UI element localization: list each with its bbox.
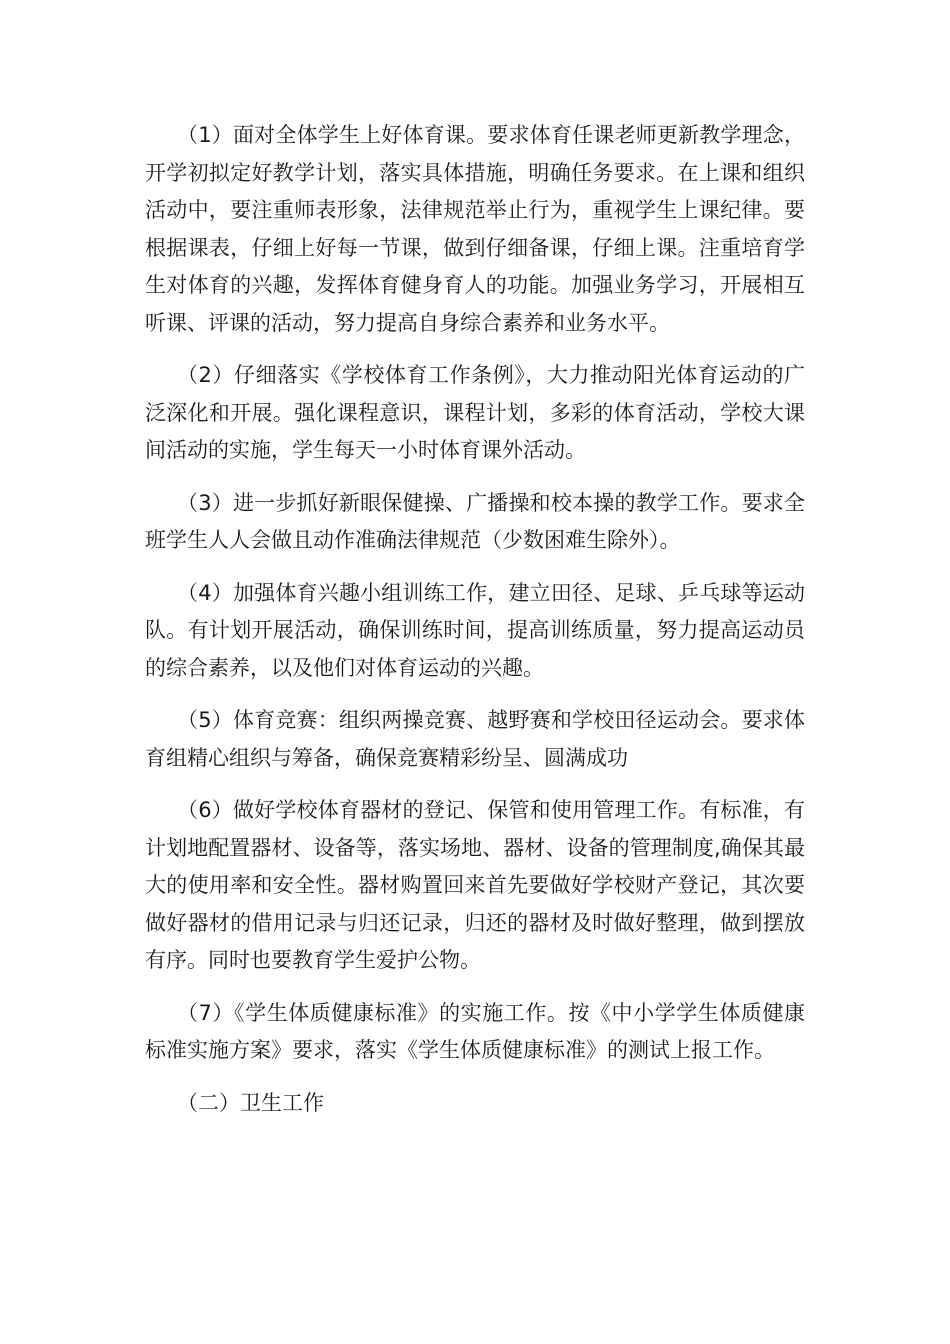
paragraph-3: （3）进一步抓好新眼保健操、广播操和校本操的教学工作。要求全班学生人人会做且动作准确法律规范（少数困难生除外）。 [145, 490, 805, 552]
paragraph-2: （2）仔细落实《学校体育工作条例》，大力推动阳光体育运动的广泛深化和开展。强化课程意识，课程计划，多彩的体育活动，学校大课间活动的实施，学生每天一小时体育课外活动。 [145, 363, 805, 462]
paragraph-6: （6）做好学校体育器材的登记、保管和使用管理工作。有标准，有计划地配置器材、设备等，落实场地、器材、设备的管理制度,确保其最大的使用率和安全性。器材购置回来首先要做好学校财产登记，其次要做好器材的借用记录与归还记录，归还的器材及时做好整理，做到摆放有序。同时也要教育学生爱护公物。 [145, 798, 805, 972]
paragraph-1: （1）面对全体学生上好体育课。要求体育任课老师更新教学理念，开学初拟定好教学计划，落实具体措施，明确任务要求。在上课和组织活动中，要注重师表形象，法律规范举止行为，重视学生上课纪律。要根据课表，仔细上好每一节课，做到仔细备课，仔细上课。注重培育学生对体育的兴趣，发挥体育健身育人的功能。加强业务学习，开展相互听课、评课的活动，努力提高自身综合素养和业务水平。 [145, 123, 805, 335]
section-heading: （二）卫生工作 [177, 1090, 324, 1115]
paragraph-5: （5）体育竞赛：组织两操竞赛、越野赛和学校田径运动会。要求体育组精心组织与筹备，确保竞赛精彩纷呈、圆满成功 [145, 708, 805, 770]
paragraph-7: （7）《学生体质健康标准》的实施工作。按《中小学学生体质健康标准实施方案》要求，落实《学生体质健康标准》的测试上报工作。 [145, 1000, 805, 1062]
document-body [145, 117, 805, 1137]
paragraph-4: （4）加强体育兴趣小组训练工作，建立田径、足球、乒乓球等运动队。有计划开展活动，确保训练时间，提高训练质量，努力提高运动员的综合素养，以及他们对体育运动的兴趣。 [145, 580, 805, 680]
